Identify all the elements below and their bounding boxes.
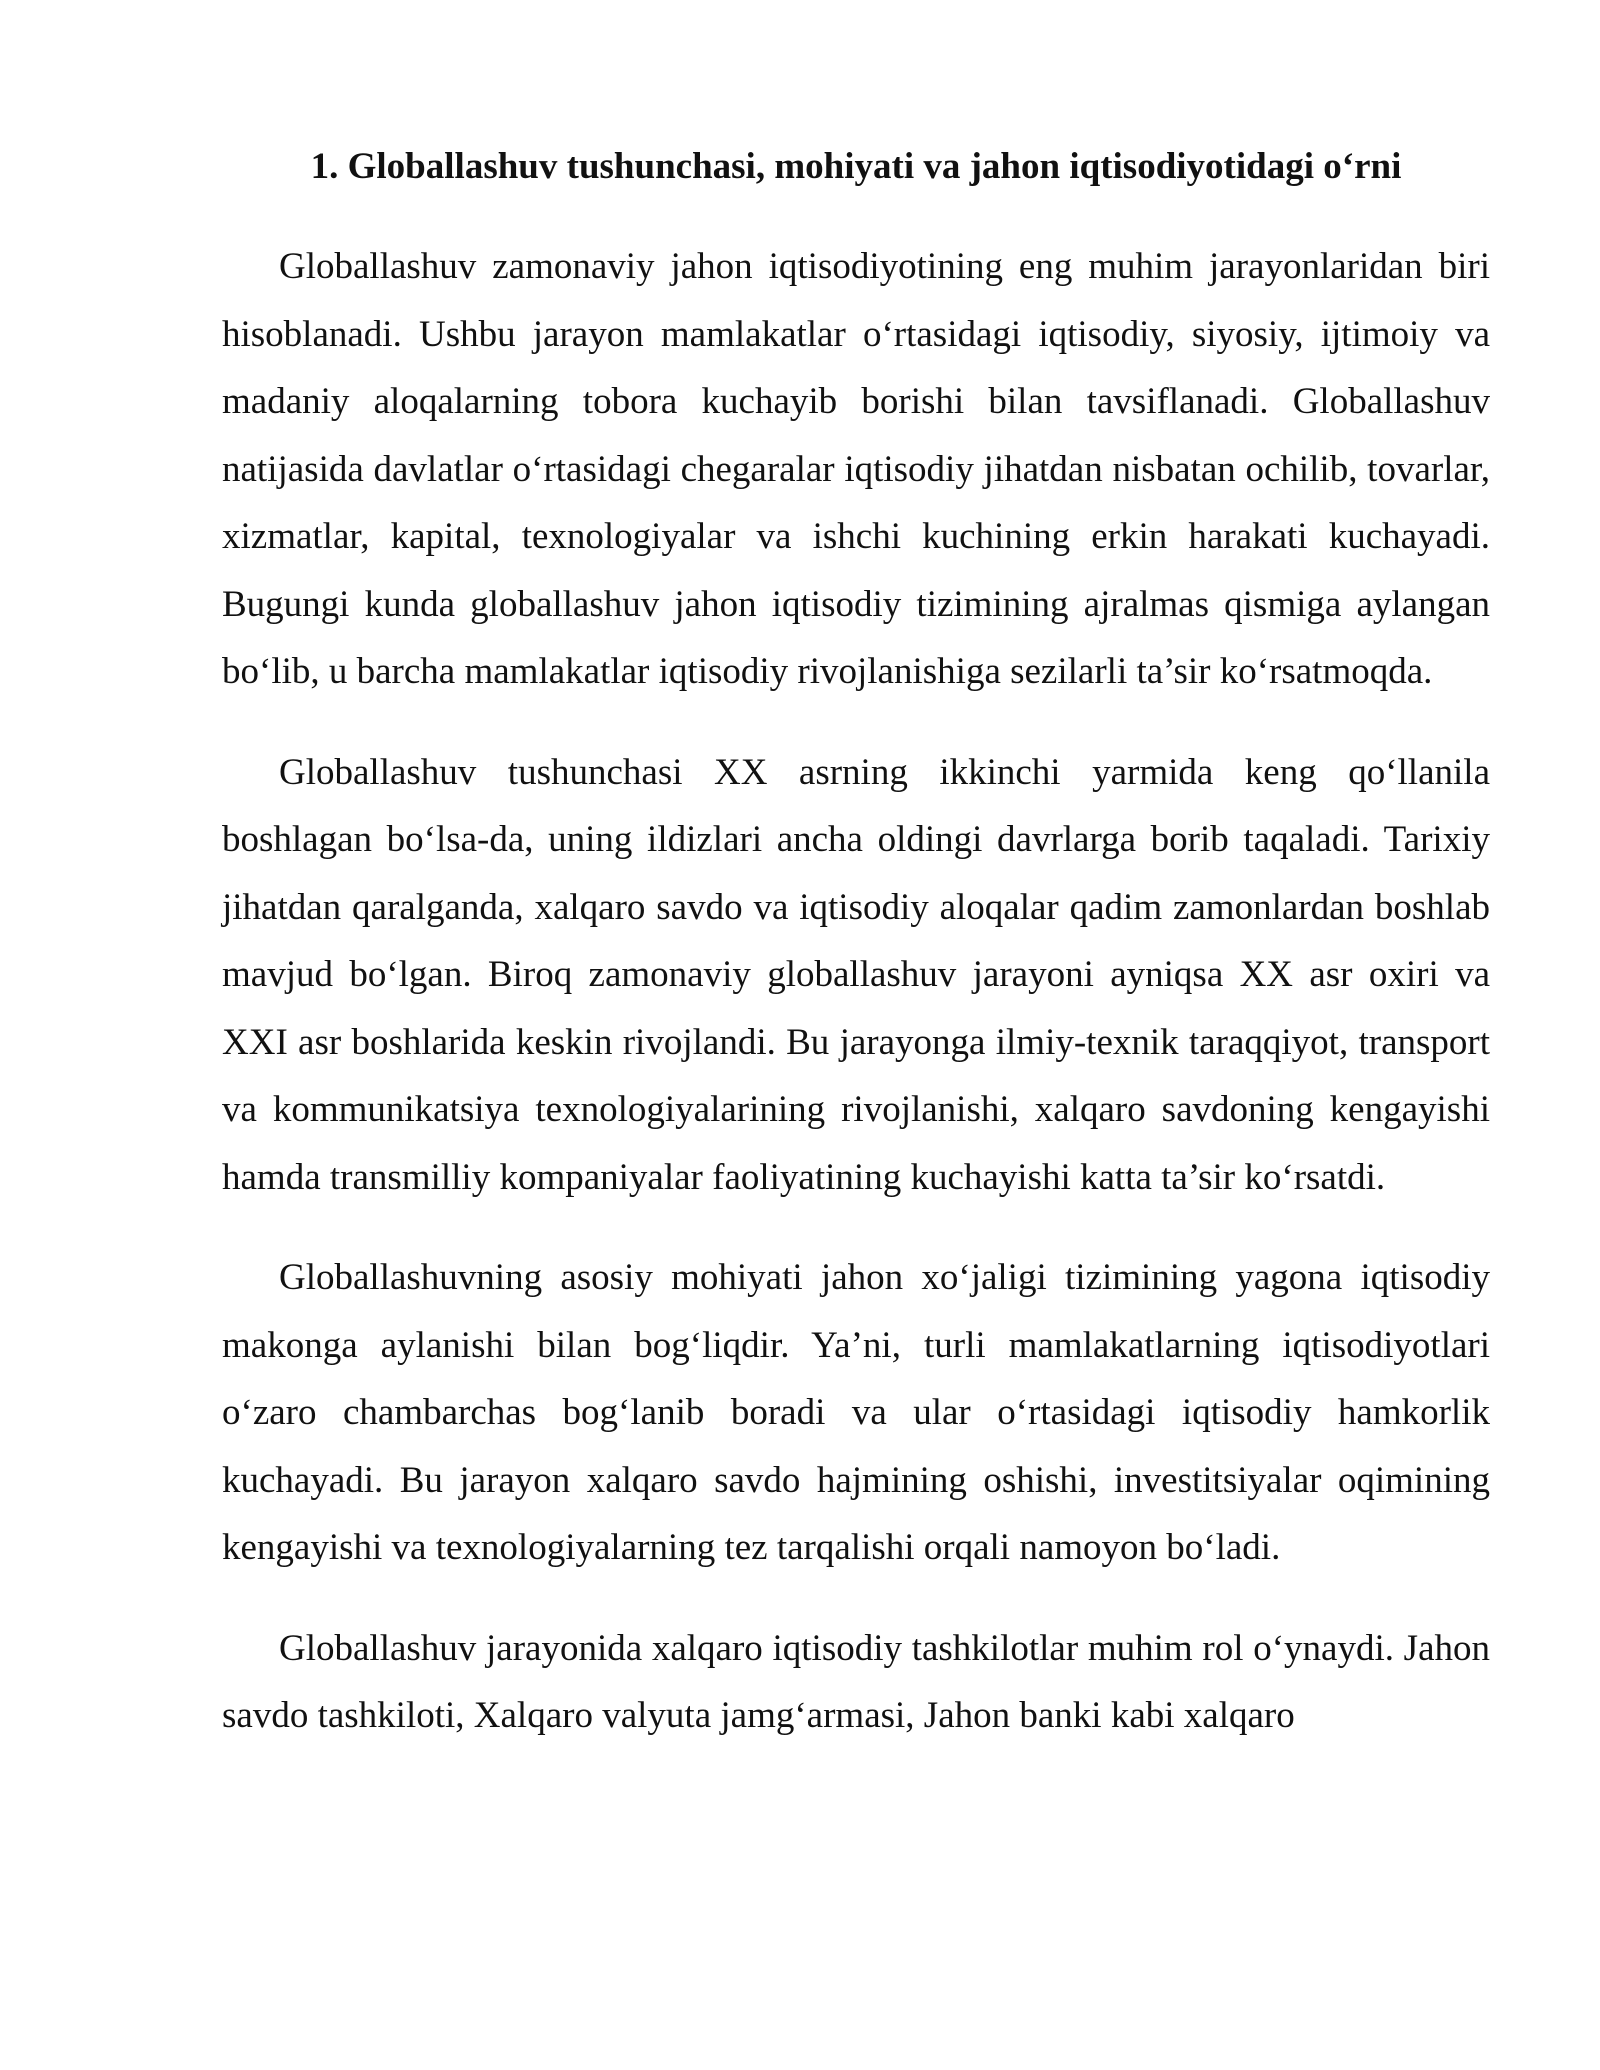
document-body	[222, 145, 1490, 1783]
paragraph-2: Globallashuv tushunchasi XX asrning ikkinchi yarmida keng qo‘llanila boshlagan bo‘lsa-da, uning ildizlari ancha oldingi davrlarga borib taqaladi. Tarixiy jihatdan qaralganda, xalqaro savdo va iqtisodiy aloqalar qadim zamonlardan boshlab mavjud bo‘lgan. Biroq zamonaviy globallashuv jarayoni ayniqsa XX asr oxiri va XXI asr boshlarida keskin rivojlandi. Bu jarayonga ilmiy-texnik taraqqiyot, transport va kommunikatsiya texnologiyalarining rivojlanishi, xalqaro savdoning kengayishi hamda transmilliy kompaniyalar faoliyatining kuchayishi katta ta’sir ko‘rsatdi.	[222, 751, 1490, 1198]
paragraph-4: Globallashuv jarayonida xalqaro iqtisodiy tashkilotlar muhim rol o‘ynaydi. Jahon savdo tashkiloti, Xalqaro valyuta jamg‘armasi, Jahon banki kabi xalqaro	[222, 1627, 1490, 1737]
paragraph-1: Globallashuv zamonaviy jahon iqtisodiyotining eng muhim jarayonlaridan biri hisoblanadi. Ushbu jarayon mamlakatlar o‘rtasidagi iqtisodiy, siyosiy, ijtimoiy va madaniy aloqalarning tobora kuchayib borishi bilan tavsiflanadi. Globallashuv natijasida davlatlar o‘rtasidagi chegaralar iqtisodiy jihatdan nisbatan ochilib, tovarlar, xizmatlar, kapital, texnologiyalar va ishchi kuchining erkin harakati kuchayadi. Bugungi kunda globallashuv jahon iqtisodiy tizimining ajralmas qismiga aylangan bo‘lib, u barcha mamlakatlar iqtisodiy rivojlanishiga sezilarli ta’sir ko‘rsatmoqda.	[222, 246, 1490, 693]
section-heading: 1. Globallashuv tushunchasi, mohiyati va jahon iqtisodiyotidagi o‘rni	[310, 146, 1402, 187]
paragraph-3: Globallashuvning asosiy mohiyati jahon xo‘jaligi tizimining yagona iqtisodiy makonga aylanishi bilan bog‘liqdir. Ya’ni, turli mamlakatlarning iqtisodiyotlari o‘zaro chambarchas bog‘lanib boradi va ular o‘rtasidagi iqtisodiy hamkorlik kuchayadi. Bu jarayon xalqaro savdo hajmining oshishi, investitsiyalar oqimining kengayishi va texnologiyalarning tez tarqalishi orqali namoyon bo‘ladi.	[222, 1257, 1490, 1569]
